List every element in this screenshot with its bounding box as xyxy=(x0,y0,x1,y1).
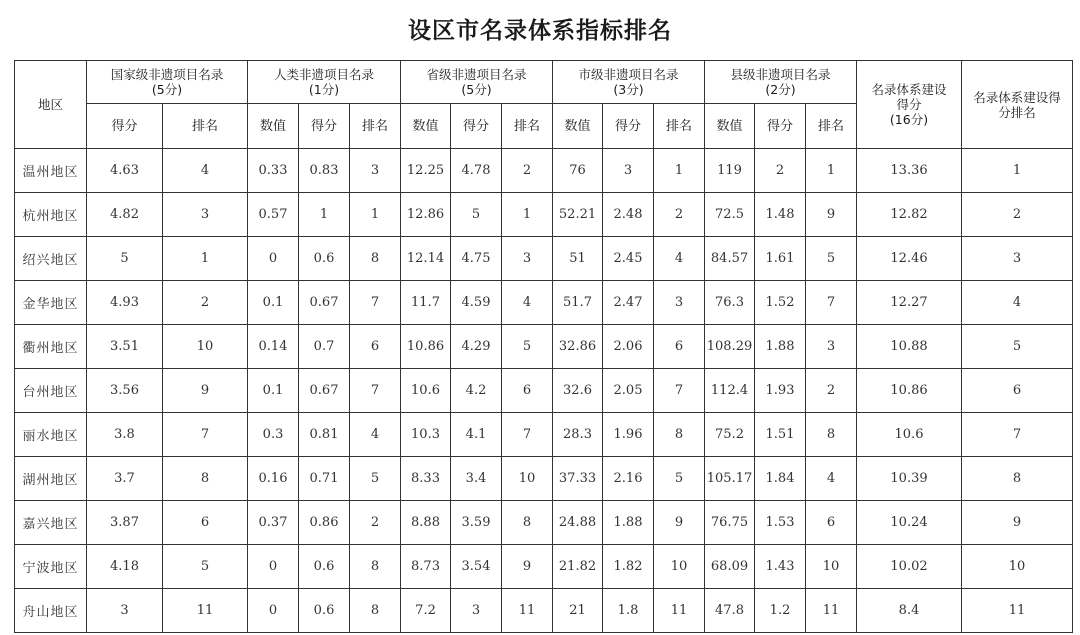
value-cell: 119 xyxy=(705,149,755,193)
subheader-city-score: 得分 xyxy=(603,104,654,149)
value-cell: 24.88 xyxy=(553,501,603,545)
value-cell: 112.4 xyxy=(705,369,755,413)
value-cell: 4.1 xyxy=(451,413,502,457)
value-cell: 2 xyxy=(755,149,806,193)
value-cell: 68.09 xyxy=(705,545,755,589)
value-cell: 0.14 xyxy=(248,325,299,369)
value-cell: 4.18 xyxy=(87,545,163,589)
value-cell: 8 xyxy=(806,413,857,457)
value-cell: 0.1 xyxy=(248,281,299,325)
value-cell: 10.39 xyxy=(857,457,962,501)
value-cell: 1.93 xyxy=(755,369,806,413)
header-national-name: 国家级非遗项目名录 xyxy=(110,67,224,82)
value-cell: 1.61 xyxy=(755,237,806,281)
value-cell: 0 xyxy=(248,545,299,589)
value-cell: 2 xyxy=(806,369,857,413)
value-cell: 7 xyxy=(350,281,401,325)
value-cell: 3 xyxy=(806,325,857,369)
value-cell: 9 xyxy=(806,193,857,237)
value-cell: 3 xyxy=(350,149,401,193)
value-cell: 51 xyxy=(553,237,603,281)
value-cell: 8.73 xyxy=(401,545,451,589)
value-cell: 1 xyxy=(502,193,553,237)
value-cell: 11 xyxy=(962,589,1073,633)
table-row xyxy=(15,281,1073,325)
value-cell: 10.24 xyxy=(857,501,962,545)
value-cell: 4.93 xyxy=(87,281,163,325)
value-cell: 2 xyxy=(163,281,248,325)
value-cell: 4 xyxy=(654,237,705,281)
value-cell: 3 xyxy=(87,589,163,633)
value-cell: 10 xyxy=(962,545,1073,589)
value-cell: 4.63 xyxy=(87,149,163,193)
value-cell: 1.51 xyxy=(755,413,806,457)
value-cell: 10.02 xyxy=(857,545,962,589)
value-cell: 1.48 xyxy=(755,193,806,237)
value-cell: 1.53 xyxy=(755,501,806,545)
subheader-provincial-score: 得分 xyxy=(451,104,502,149)
value-cell: 10 xyxy=(163,325,248,369)
table-body xyxy=(15,149,1073,633)
value-cell: 2 xyxy=(962,193,1073,237)
value-cell: 8 xyxy=(962,457,1073,501)
value-cell: 3.7 xyxy=(87,457,163,501)
value-cell: 0.3 xyxy=(248,413,299,457)
table-row xyxy=(15,589,1073,633)
value-cell: 3.4 xyxy=(451,457,502,501)
value-cell: 1 xyxy=(163,237,248,281)
value-cell: 10.6 xyxy=(401,369,451,413)
value-cell: 7 xyxy=(654,369,705,413)
value-cell: 1.88 xyxy=(603,501,654,545)
value-cell: 32.86 xyxy=(553,325,603,369)
value-cell: 52.21 xyxy=(553,193,603,237)
subheader-human-rank: 排名 xyxy=(350,104,401,149)
value-cell: 12.25 xyxy=(401,149,451,193)
header-provincial xyxy=(401,61,553,104)
header-county-name: 县级非遗项目名录 xyxy=(730,67,831,82)
region-cell: 衢州地区 xyxy=(15,325,87,369)
subheader-human-value: 数值 xyxy=(248,104,299,149)
value-cell: 2.06 xyxy=(603,325,654,369)
value-cell: 105.17 xyxy=(705,457,755,501)
value-cell: 0 xyxy=(248,589,299,633)
value-cell: 11 xyxy=(502,589,553,633)
table-row xyxy=(15,501,1073,545)
value-cell: 4.78 xyxy=(451,149,502,193)
value-cell: 84.57 xyxy=(705,237,755,281)
header-rank-line2: 分排名 xyxy=(998,104,1036,120)
region-cell: 湖州地区 xyxy=(15,457,87,501)
table-row xyxy=(15,237,1073,281)
value-cell: 10.86 xyxy=(401,325,451,369)
value-cell: 7 xyxy=(962,413,1073,457)
value-cell: 10 xyxy=(806,545,857,589)
value-cell: 1.43 xyxy=(755,545,806,589)
value-cell: 11 xyxy=(806,589,857,633)
subheader-city-value: 数值 xyxy=(553,104,603,149)
header-human-name: 人类非遗项目名录 xyxy=(274,67,375,82)
value-cell: 3 xyxy=(962,237,1073,281)
region-cell: 杭州地区 xyxy=(15,193,87,237)
value-cell: 11 xyxy=(654,589,705,633)
value-cell: 0.6 xyxy=(299,545,350,589)
value-cell: 8.88 xyxy=(401,501,451,545)
header-county-points: (2分) xyxy=(765,82,796,97)
value-cell: 5 xyxy=(962,325,1073,369)
value-cell: 8 xyxy=(350,545,401,589)
value-cell: 10.3 xyxy=(401,413,451,457)
value-cell: 3.54 xyxy=(451,545,502,589)
value-cell: 2 xyxy=(350,501,401,545)
value-cell: 4.75 xyxy=(451,237,502,281)
value-cell: 10 xyxy=(654,545,705,589)
value-cell: 3.51 xyxy=(87,325,163,369)
value-cell: 1.8 xyxy=(603,589,654,633)
value-cell: 1.2 xyxy=(755,589,806,633)
value-cell: 10 xyxy=(502,457,553,501)
value-cell: 0.7 xyxy=(299,325,350,369)
region-cell: 温州地区 xyxy=(15,149,87,193)
value-cell: 6 xyxy=(502,369,553,413)
value-cell: 32.6 xyxy=(553,369,603,413)
value-cell: 10.88 xyxy=(857,325,962,369)
value-cell: 72.5 xyxy=(705,193,755,237)
value-cell: 7.2 xyxy=(401,589,451,633)
value-cell: 1.96 xyxy=(603,413,654,457)
value-cell: 2.05 xyxy=(603,369,654,413)
value-cell: 6 xyxy=(350,325,401,369)
table-row xyxy=(15,325,1073,369)
header-rank-line1: 名录体系建设得 xyxy=(973,89,1061,105)
value-cell: 0.1 xyxy=(248,369,299,413)
subheader-human-score: 得分 xyxy=(299,104,350,149)
value-cell: 4 xyxy=(962,281,1073,325)
subheader-provincial-rank: 排名 xyxy=(502,104,553,149)
value-cell: 0 xyxy=(248,237,299,281)
value-cell: 21 xyxy=(553,589,603,633)
region-cell: 台州地区 xyxy=(15,369,87,413)
value-cell: 6 xyxy=(806,501,857,545)
header-total-line3: (16分) xyxy=(889,112,929,127)
subheader-national-rank: 排名 xyxy=(163,104,248,149)
value-cell: 7 xyxy=(806,281,857,325)
value-cell: 10.6 xyxy=(857,413,962,457)
value-cell: 5 xyxy=(350,457,401,501)
value-cell: 3.59 xyxy=(451,501,502,545)
value-cell: 7 xyxy=(502,413,553,457)
value-cell: 8.4 xyxy=(857,589,962,633)
value-cell: 5 xyxy=(87,237,163,281)
value-cell: 2.48 xyxy=(603,193,654,237)
value-cell: 9 xyxy=(654,501,705,545)
table-row xyxy=(15,149,1073,193)
value-cell: 2 xyxy=(502,149,553,193)
header-region: 地区 xyxy=(15,61,87,149)
page-title: 设区市名录体系指标排名 xyxy=(408,18,672,44)
value-cell: 5 xyxy=(451,193,502,237)
value-cell: 6 xyxy=(962,369,1073,413)
value-cell: 2.16 xyxy=(603,457,654,501)
value-cell: 0.81 xyxy=(299,413,350,457)
value-cell: 8 xyxy=(163,457,248,501)
value-cell: 11.7 xyxy=(401,281,451,325)
value-cell: 37.33 xyxy=(553,457,603,501)
value-cell: 3.87 xyxy=(87,501,163,545)
value-cell: 7 xyxy=(350,369,401,413)
subheader-provincial-value: 数值 xyxy=(401,104,451,149)
value-cell: 4 xyxy=(350,413,401,457)
header-human-points: (1分) xyxy=(308,82,340,97)
value-cell: 5 xyxy=(163,545,248,589)
value-cell: 9 xyxy=(502,545,553,589)
value-cell: 4 xyxy=(163,149,248,193)
table-row xyxy=(15,413,1073,457)
value-cell: 1 xyxy=(299,193,350,237)
value-cell: 8.33 xyxy=(401,457,451,501)
value-cell: 0.67 xyxy=(299,369,350,413)
value-cell: 5 xyxy=(654,457,705,501)
subheader-county-value: 数值 xyxy=(705,104,755,149)
subheader-county-rank: 排名 xyxy=(806,104,857,149)
value-cell: 1 xyxy=(806,149,857,193)
region-cell: 金华地区 xyxy=(15,281,87,325)
value-cell: 8 xyxy=(502,501,553,545)
ranking-table xyxy=(14,60,1073,633)
header-city xyxy=(553,61,705,104)
value-cell: 12.82 xyxy=(857,193,962,237)
value-cell: 10.86 xyxy=(857,369,962,413)
value-cell: 13.36 xyxy=(857,149,962,193)
value-cell: 76.3 xyxy=(705,281,755,325)
value-cell: 0.86 xyxy=(299,501,350,545)
header-national xyxy=(87,61,248,104)
value-cell: 9 xyxy=(163,369,248,413)
header-city-name: 市级非遗项目名录 xyxy=(578,67,679,82)
value-cell: 7 xyxy=(163,413,248,457)
value-cell: 75.2 xyxy=(705,413,755,457)
value-cell: 2 xyxy=(654,193,705,237)
value-cell: 0.83 xyxy=(299,149,350,193)
table-row xyxy=(15,545,1073,589)
value-cell: 4.29 xyxy=(451,325,502,369)
value-cell: 4 xyxy=(502,281,553,325)
value-cell: 12.46 xyxy=(857,237,962,281)
value-cell: 12.86 xyxy=(401,193,451,237)
header-total-score xyxy=(857,61,962,149)
value-cell: 0.16 xyxy=(248,457,299,501)
value-cell: 8 xyxy=(350,237,401,281)
value-cell: 3 xyxy=(654,281,705,325)
region-cell: 舟山地区 xyxy=(15,589,87,633)
value-cell: 76 xyxy=(553,149,603,193)
value-cell: 3 xyxy=(451,589,502,633)
value-cell: 1 xyxy=(350,193,401,237)
header-county xyxy=(705,61,857,104)
region-cell: 丽水地区 xyxy=(15,413,87,457)
value-cell: 4 xyxy=(806,457,857,501)
header-city-points: (3分) xyxy=(613,82,644,97)
value-cell: 0.6 xyxy=(299,237,350,281)
value-cell: 3 xyxy=(502,237,553,281)
value-cell: 3.56 xyxy=(87,369,163,413)
value-cell: 3 xyxy=(603,149,654,193)
value-cell: 4.59 xyxy=(451,281,502,325)
value-cell: 4.2 xyxy=(451,369,502,413)
value-cell: 1.88 xyxy=(755,325,806,369)
region-cell: 绍兴地区 xyxy=(15,237,87,281)
subheader-national-score: 得分 xyxy=(87,104,163,149)
header-total-line2: 得分 xyxy=(896,97,922,112)
value-cell: 8 xyxy=(350,589,401,633)
value-cell: 12.14 xyxy=(401,237,451,281)
value-cell: 3.8 xyxy=(87,413,163,457)
value-cell: 28.3 xyxy=(553,413,603,457)
header-human xyxy=(248,61,401,104)
value-cell: 0.67 xyxy=(299,281,350,325)
value-cell: 1.82 xyxy=(603,545,654,589)
value-cell: 0.57 xyxy=(248,193,299,237)
region-cell: 嘉兴地区 xyxy=(15,501,87,545)
header-provincial-name: 省级非遗项目名录 xyxy=(426,67,527,82)
value-cell: 47.8 xyxy=(705,589,755,633)
header-national-points: (5分) xyxy=(151,82,183,97)
table-row xyxy=(15,457,1073,501)
region-cell: 宁波地区 xyxy=(15,545,87,589)
value-cell: 2.45 xyxy=(603,237,654,281)
value-cell: 12.27 xyxy=(857,281,962,325)
value-cell: 0.6 xyxy=(299,589,350,633)
value-cell: 1.84 xyxy=(755,457,806,501)
value-cell: 9 xyxy=(962,501,1073,545)
value-cell: 108.29 xyxy=(705,325,755,369)
value-cell: 1.52 xyxy=(755,281,806,325)
table-row xyxy=(15,193,1073,237)
value-cell: 51.7 xyxy=(553,281,603,325)
value-cell: 11 xyxy=(163,589,248,633)
value-cell: 0.33 xyxy=(248,149,299,193)
header-provincial-points: (5分) xyxy=(461,82,492,97)
subheader-county-score: 得分 xyxy=(755,104,806,149)
value-cell: 3 xyxy=(163,193,248,237)
value-cell: 4.82 xyxy=(87,193,163,237)
value-cell: 0.37 xyxy=(248,501,299,545)
subheader-city-rank: 排名 xyxy=(654,104,705,149)
value-cell: 5 xyxy=(502,325,553,369)
value-cell: 5 xyxy=(806,237,857,281)
value-cell: 1 xyxy=(962,149,1073,193)
value-cell: 8 xyxy=(654,413,705,457)
value-cell: 76.75 xyxy=(705,501,755,545)
value-cell: 0.71 xyxy=(299,457,350,501)
value-cell: 2.47 xyxy=(603,281,654,325)
table-row xyxy=(15,369,1073,413)
header-total-rank xyxy=(962,61,1073,149)
value-cell: 6 xyxy=(163,501,248,545)
value-cell: 21.82 xyxy=(553,545,603,589)
header-total-line1: 名录体系建设 xyxy=(871,82,947,97)
value-cell: 6 xyxy=(654,325,705,369)
value-cell: 1 xyxy=(654,149,705,193)
